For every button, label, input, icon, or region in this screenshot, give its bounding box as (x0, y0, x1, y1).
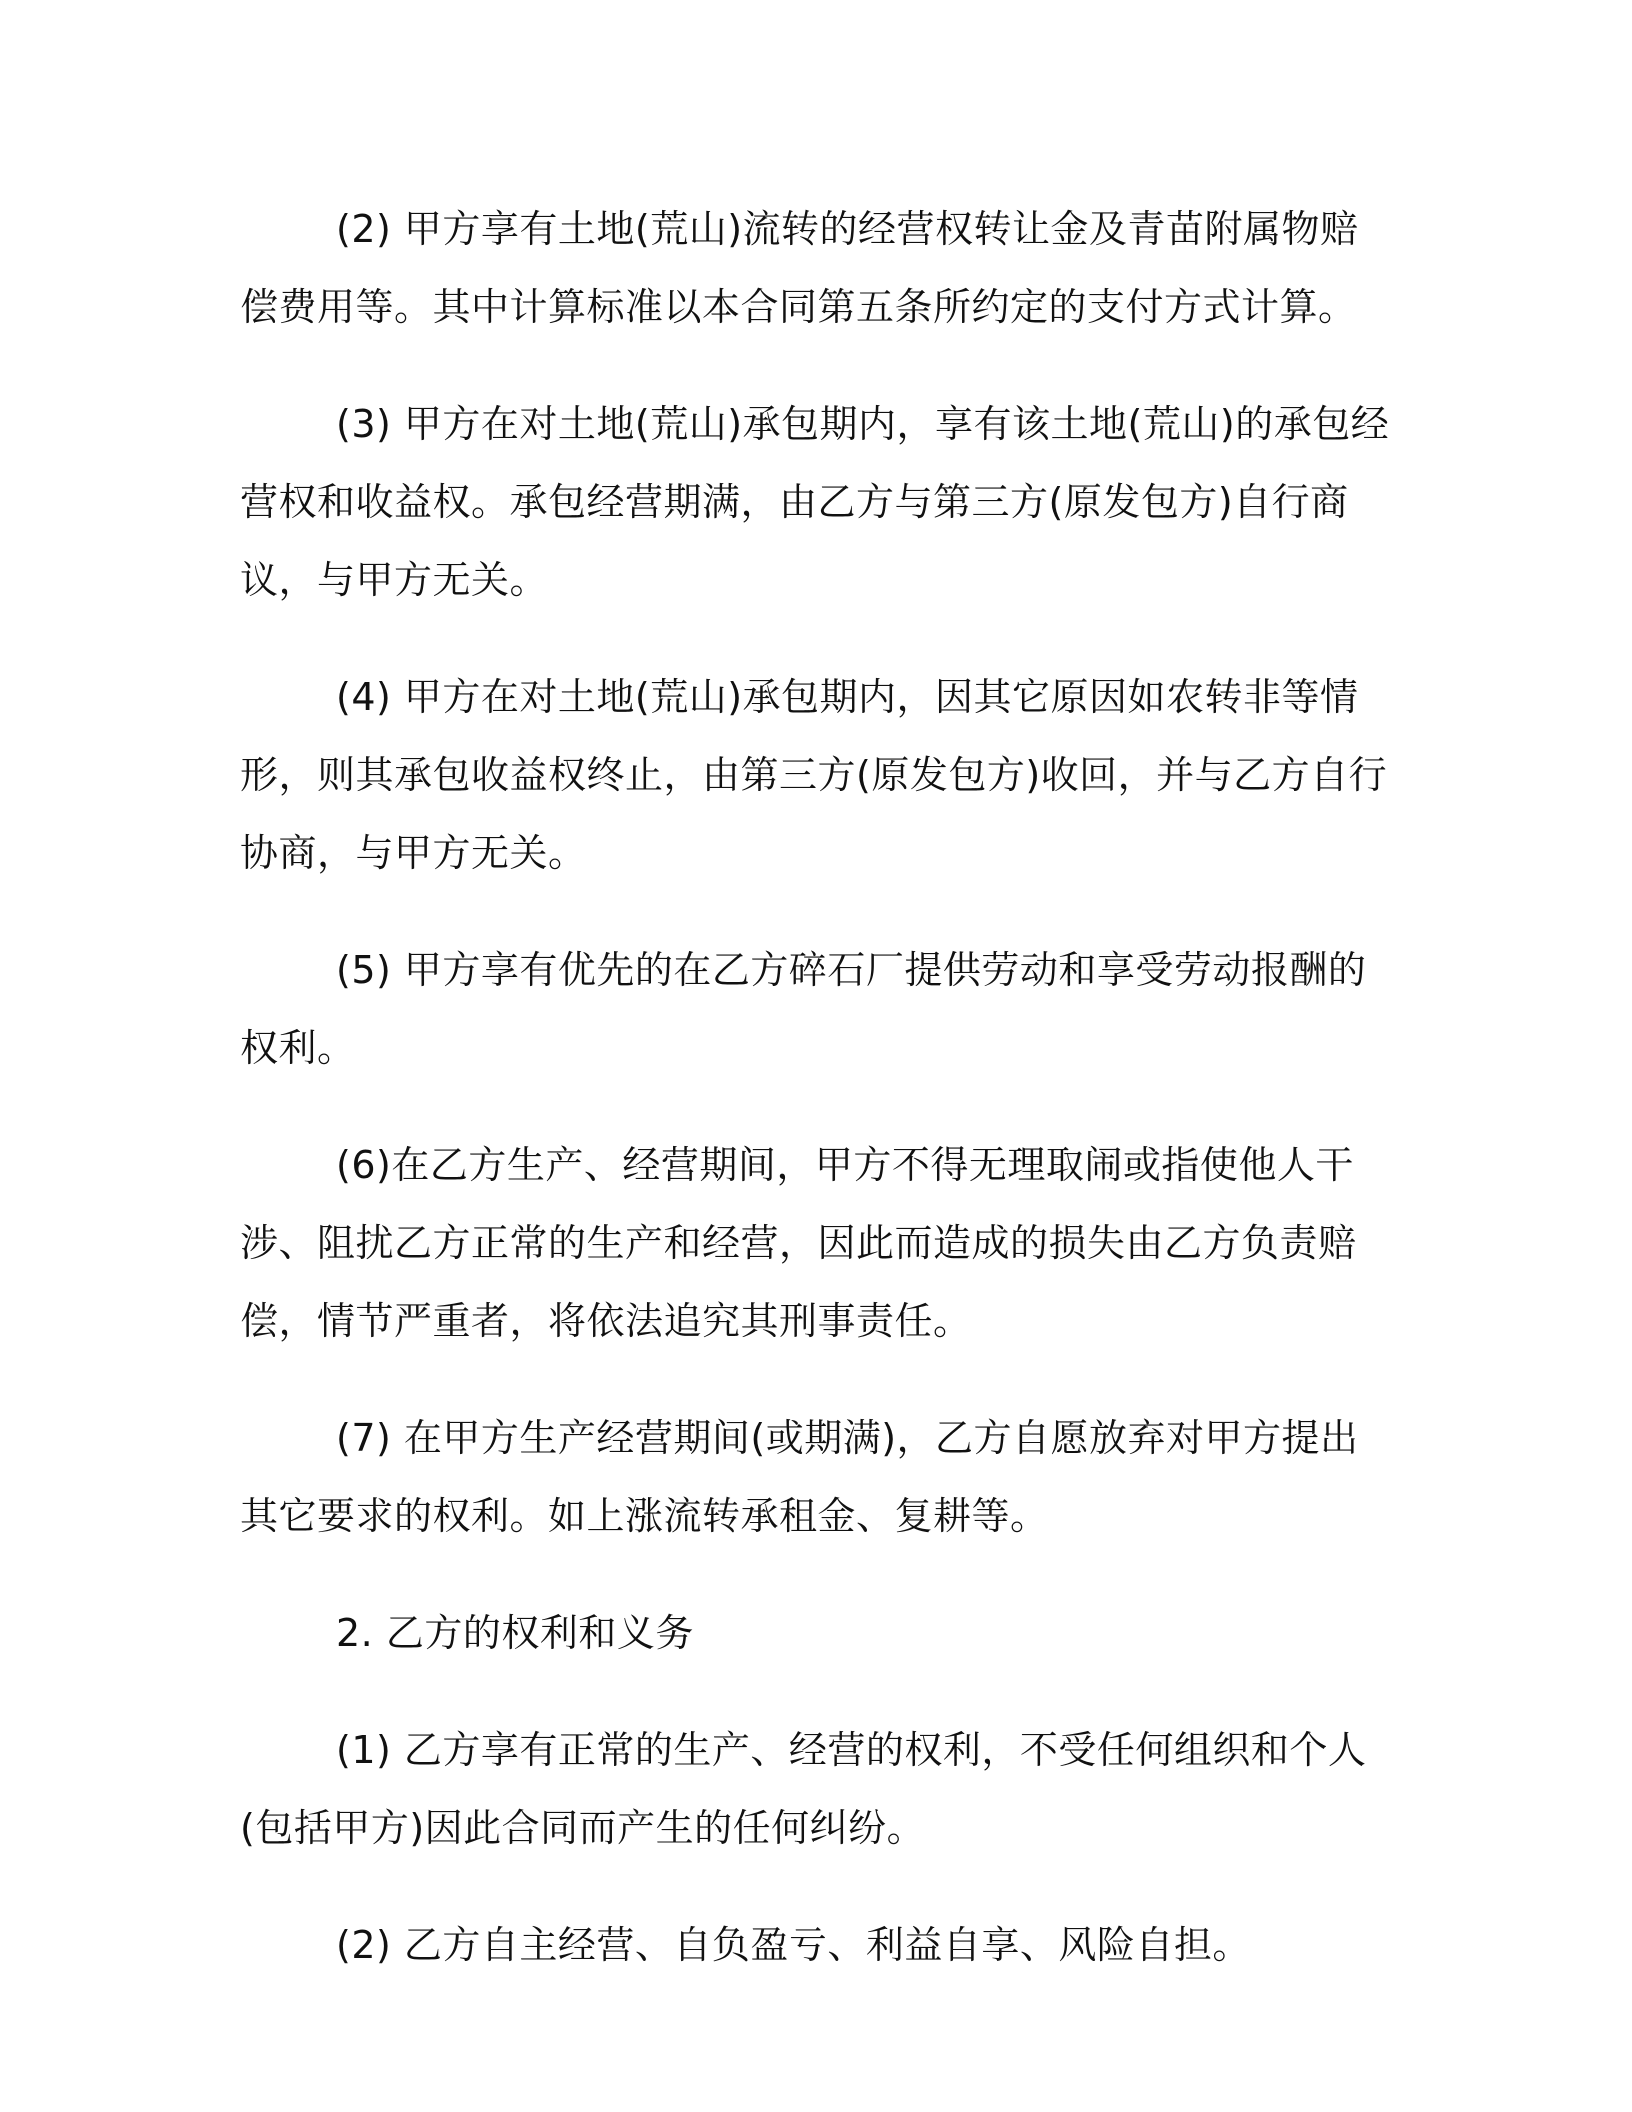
clause-party-a-4: (4) 甲方在对土地(荒山)承包期内，因其它原因如农转非等情形，则其承包收益权终止，由第三方(原发包方)收回，并与乙方自行协商，与甲方无关。 (240, 675, 1388, 875)
clause-party-a-5: (5) 甲方享有优先的在乙方碎石厂提供劳动和享受劳动报酬的权利。 (240, 948, 1367, 1070)
clause-party-a-7: (7) 在甲方生产经营期间(或期满)，乙方自愿放弃对甲方提出其它要求的权利。如上涨流转承租金、复耕等。 (240, 1416, 1359, 1538)
section-heading-party-b: 2. 乙方的权利和义务 (336, 1611, 694, 1655)
clause-party-b-1: (1) 乙方享有正常的生产、经营的权利，不受任何组织和个人(包括甲方)因此合同而产生的任何纠纷。 (240, 1728, 1367, 1850)
clause-party-b-2: (2) 乙方自主经营、自负盈亏、利益自享、风险自担。 (336, 1923, 1251, 1967)
clause-party-a-3: (3) 甲方在对土地(荒山)承包期内，享有该土地(荒山)的承包经营权和收益权。承包经营期满，由乙方与第三方(原发包方)自行商议，与甲方无关。 (240, 402, 1390, 602)
clause-party-a-6: (6)在乙方生产、经营期间，甲方不得无理取闹或指使他人干涉、阻扰乙方正常的生产和经营，因此而造成的损失由乙方负责赔偿，情节严重者，将依法追究其刑事责任。 (240, 1143, 1357, 1343)
document-body (240, 190, 1390, 2023)
clause-party-a-2: (2) 甲方享有土地(荒山)流转的经营权转让金及青苗附属物赔偿费用等。其中计算标准以本合同第五条所约定的支付方式计算。 (240, 207, 1359, 329)
